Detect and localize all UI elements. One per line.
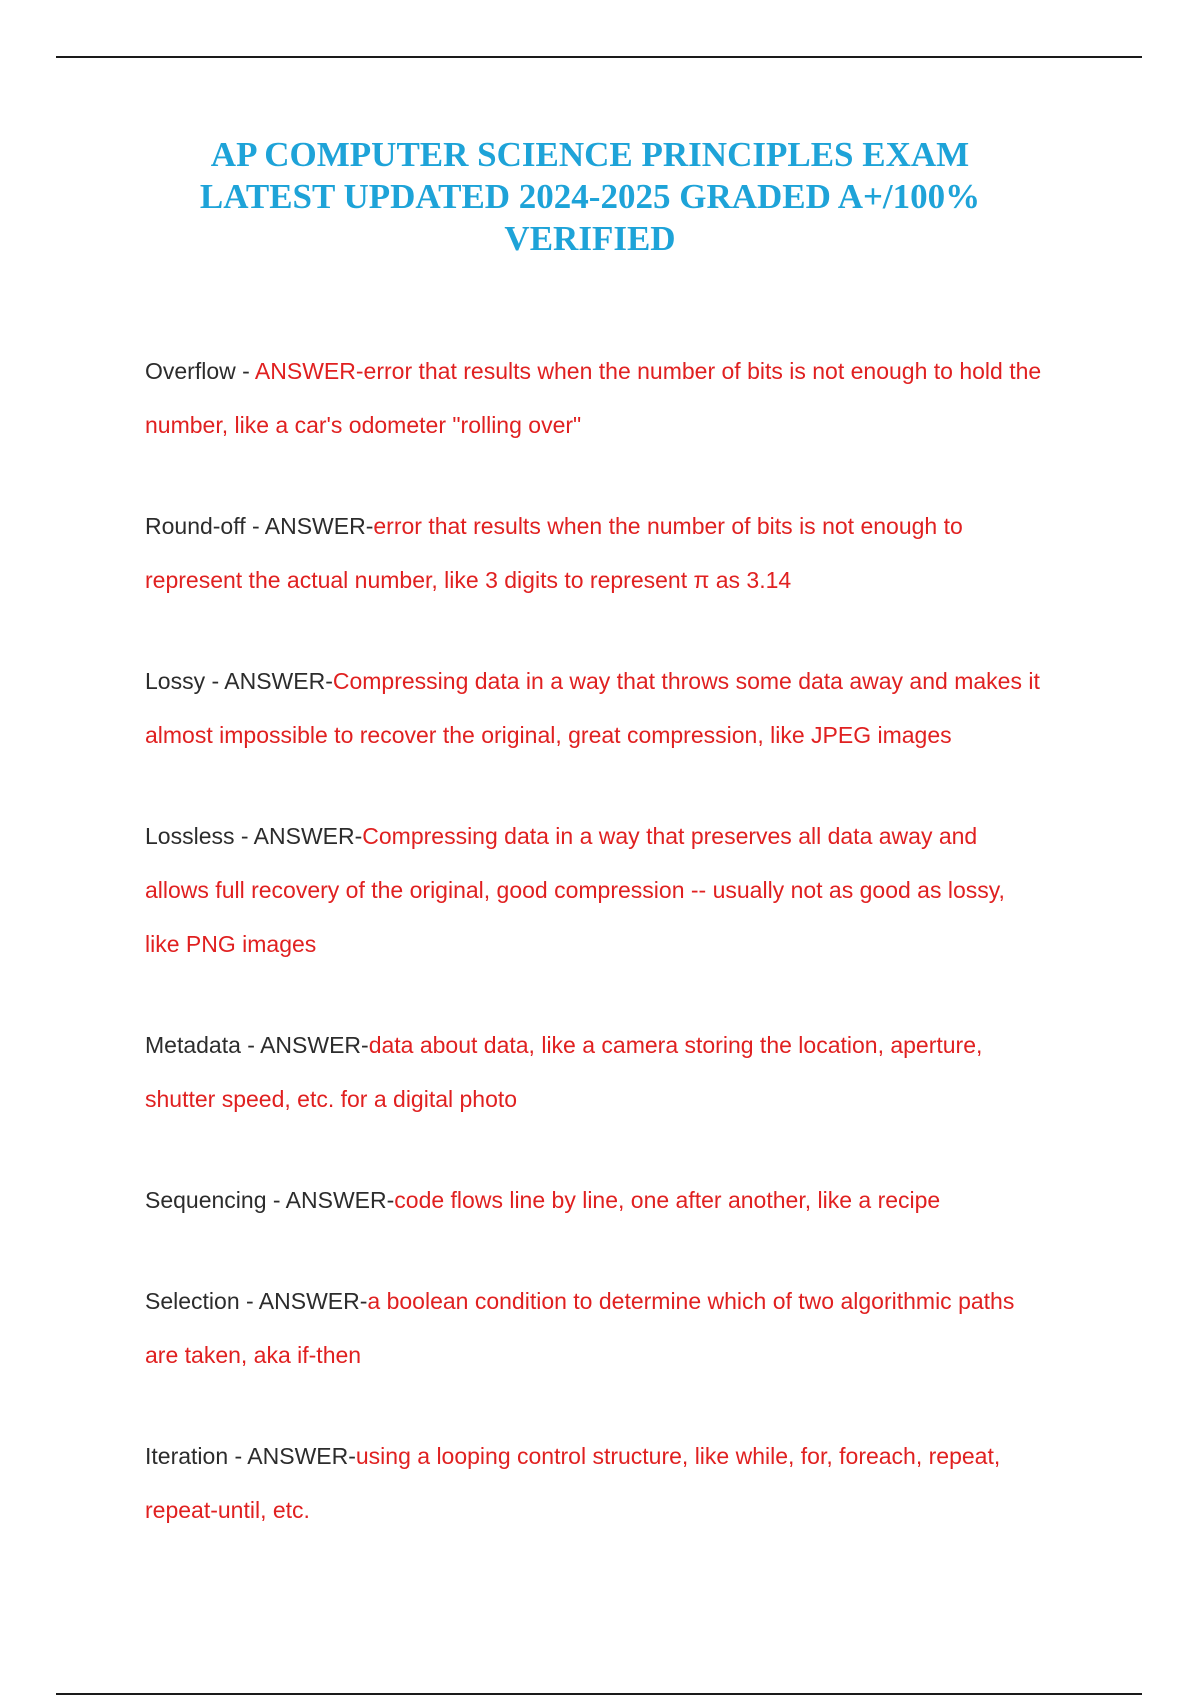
qa-entry-overflow (145, 344, 1105, 452)
term-label: Overflow - (145, 358, 255, 384)
bottom-rule (56, 1693, 1142, 1695)
qa-list (145, 344, 1105, 1584)
answer-label: ANSWER- (254, 358, 364, 384)
qa-entry-lossless (145, 809, 1105, 971)
answer-text: code flows line by line, one after another, like a recipe (394, 1187, 941, 1213)
qa-entry-metadata (145, 1018, 1105, 1126)
answer-text: a boolean condition to determine which of two algorithmic paths (367, 1288, 1015, 1314)
title-line-3: VERIFIED (504, 219, 676, 258)
qa-line (145, 1274, 1105, 1328)
answer-text: represent the actual number, like 3 digits to represent π as 3.14 (145, 567, 792, 593)
title-line-2: LATEST UPDATED 2024-2025 GRADED A+/100% (199, 177, 981, 216)
term-label: Iteration - ANSWER- (145, 1443, 356, 1469)
answer-text: shutter speed, etc. for a digital photo (145, 1086, 518, 1112)
qa-line (145, 654, 1105, 708)
qa-entry-sequencing (145, 1173, 1105, 1227)
term-label: Lossy - ANSWER- (145, 668, 333, 694)
qa-line (145, 1429, 1105, 1483)
qa-entry-selection (145, 1274, 1105, 1382)
qa-line (145, 809, 1105, 863)
qa-entry-lossy (145, 654, 1105, 762)
qa-line (145, 1173, 1105, 1227)
qa-entry-round-off (145, 499, 1105, 607)
answer-text: error that results when the number of bits is not enough to hold the (363, 358, 1042, 384)
answer-text: data about data, like a camera storing the location, aperture, (368, 1032, 983, 1058)
answer-text: Compressing data in a way that preserves all data away and (362, 823, 978, 849)
term-label: Lossless - ANSWER- (145, 823, 363, 849)
qa-entry-iteration (145, 1429, 1105, 1537)
answer-text: error that results when the number of bits is not enough to (373, 513, 963, 539)
answer-text: like PNG images (145, 931, 317, 957)
document-title (120, 134, 1060, 260)
top-rule (56, 56, 1142, 58)
term-label: Metadata - ANSWER- (145, 1032, 369, 1058)
answer-text: using a looping control structure, like while, for, foreach, repeat, (355, 1443, 1001, 1469)
answer-text: number, like a car's odometer "rolling over" (145, 412, 582, 438)
answer-text: almost impossible to recover the original, great compression, like JPEG images (145, 722, 952, 748)
answer-text: repeat-until, etc. (145, 1497, 310, 1523)
answer-text: allows full recovery of the original, good compression -- usually not as good as lossy, (145, 877, 1005, 903)
qa-line (145, 499, 1105, 553)
term-label: Selection - ANSWER- (145, 1288, 368, 1314)
term-label: Sequencing - ANSWER- (145, 1187, 395, 1213)
title-line-1: AP COMPUTER SCIENCE PRINCIPLES EXAM (210, 135, 970, 174)
answer-text: are taken, aka if-then (145, 1342, 362, 1368)
qa-line (145, 344, 1105, 398)
qa-line (145, 1018, 1105, 1072)
answer-text: Compressing data in a way that throws some data away and makes it (332, 668, 1040, 694)
term-label: Round-off - ANSWER- (145, 513, 374, 539)
